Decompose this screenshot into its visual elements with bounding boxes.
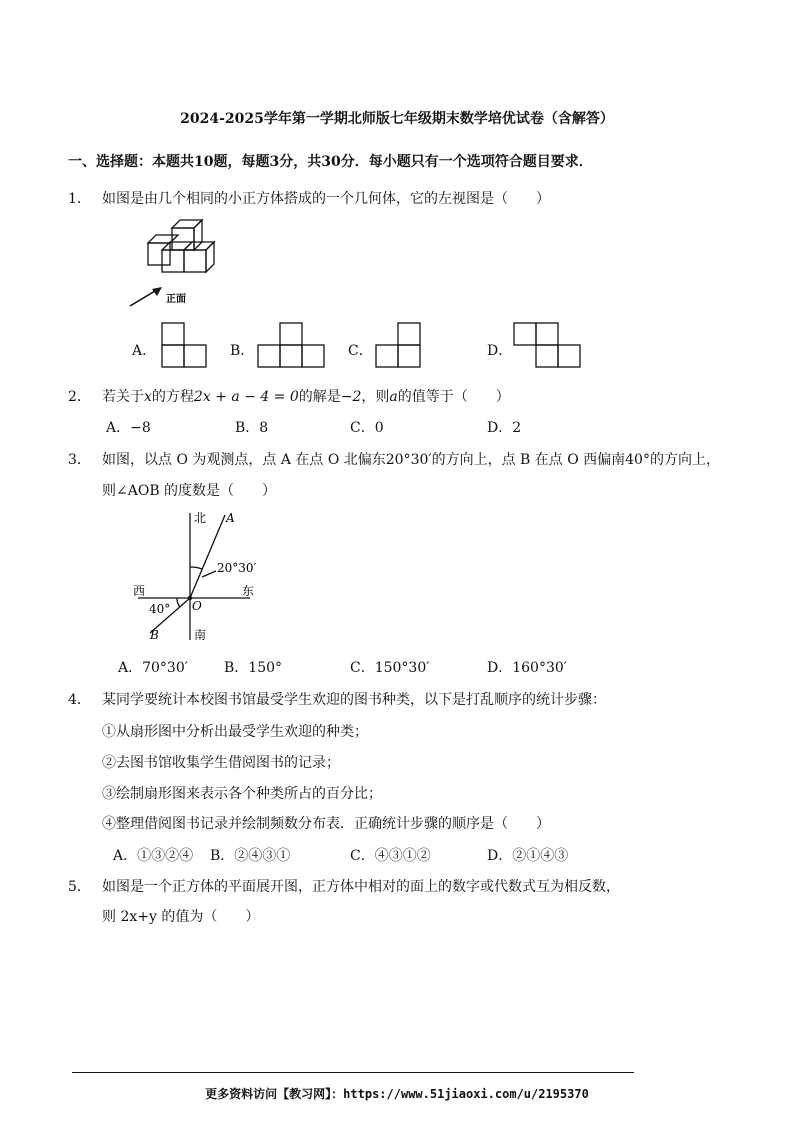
equation: 2x + a − 4 = 0 <box>193 389 299 405</box>
q1-cube-figure <box>122 210 232 310</box>
angle-label-1: 20°30′ <box>217 561 257 575</box>
q1-option-b-figure <box>256 320 330 372</box>
point-o-label: O <box>192 599 202 613</box>
question-number: 5． <box>68 879 91 895</box>
footer-link[interactable]: 更多资料访问【教习网】：https://www.51jiaoxi.com/u/2195370 <box>205 1087 589 1101</box>
q4-step-1: ①从扇形图中分析出最受学生欢迎的种类； <box>102 724 368 740</box>
question-text: 如图，以点 O 为观测点，点 A 在点 O 北偏东20°30′的方向上，点 B 在点 O 西偏南40°的方向上， <box>102 452 720 468</box>
q1-option-d-figure <box>512 320 588 372</box>
q3-option-b[interactable]: B．150° <box>224 660 283 676</box>
east-label: 东 <box>242 584 255 598</box>
question-3-line1 <box>68 449 720 469</box>
q4-option-b[interactable]: B．②④③① <box>210 848 291 864</box>
front-label: 正面 <box>166 294 186 305</box>
question-number: 1． <box>68 191 91 207</box>
question-text: 若关于 <box>102 389 144 405</box>
q2-option-a[interactable]: A．−8 <box>106 420 151 436</box>
q1-option-a-label[interactable]: A． <box>132 343 157 359</box>
variable-a: a <box>389 389 398 405</box>
q3-option-d[interactable]: D．160°30′ <box>487 660 567 676</box>
q1-option-d-label[interactable]: D． <box>487 343 513 359</box>
q2-option-b[interactable]: B．8 <box>235 420 269 436</box>
page-title: 2024-2025学年第一学期北师版七年级期末数学培优试卷（含解答） <box>180 111 614 127</box>
q4-step-2: ②去图书馆收集学生借阅图书的记录； <box>102 755 340 771</box>
q1-option-a-figure <box>160 320 210 372</box>
q1-option-b-label[interactable]: B． <box>230 343 255 359</box>
q1-option-c-label[interactable]: C． <box>348 343 373 359</box>
q3-direction-figure <box>128 505 268 645</box>
q4-option-a[interactable]: A．①③②④ <box>113 848 194 864</box>
north-label: 北 <box>194 511 207 525</box>
question-1 <box>68 188 550 208</box>
q2-option-d[interactable]: D．2 <box>487 420 522 436</box>
q4-step-3: ③绘制扇形图来表示各个种类所占的百分比； <box>102 786 382 802</box>
question-4 <box>68 689 606 709</box>
point-a-label: A <box>226 511 235 525</box>
solution-value: −2 <box>340 389 362 405</box>
question-text: ，则 <box>361 389 390 405</box>
question-text: 如图是一个正方体的平面展开图，正方体中相对的面上的数字或代数式互为相反数， <box>102 879 620 895</box>
point-b-label: B <box>150 628 159 642</box>
question-number: 3． <box>68 452 91 468</box>
footer-divider <box>72 1072 634 1073</box>
south-label: 南 <box>194 628 207 642</box>
question-5-line2: 则 2x+y 的值为（ ） <box>102 909 260 925</box>
q3-option-a[interactable]: A．70°30′ <box>118 660 188 676</box>
question-text: 如图是由几个相同的小正方体搭成的一个几何体，它的左视图是（ ） <box>102 191 550 207</box>
question-5-line1 <box>68 876 620 896</box>
q1-option-c-figure <box>372 320 424 372</box>
q3-option-c[interactable]: C．150°30′ <box>350 660 430 676</box>
section-heading: 一、选择题：本题共10题，每题3分，共30分．每小题只有一个选项符合题目要求． <box>68 154 593 170</box>
question-3-line2: 则∠AOB 的度数是（ ） <box>102 483 277 499</box>
question-number: 2． <box>68 389 91 405</box>
q4-option-c[interactable]: C．④③①② <box>350 848 431 864</box>
q4-option-d[interactable]: D．②①④③ <box>487 848 569 864</box>
question-2 <box>68 386 510 406</box>
question-text: 的值等于（ ） <box>397 389 510 405</box>
question-number: 4． <box>68 692 91 708</box>
question-text: 的方程 <box>151 389 194 405</box>
q4-step-4: ④整理借阅图书记录并绘制频数分布表．正确统计步骤的顺序是（ ） <box>102 816 550 832</box>
west-label: 西 <box>133 584 146 598</box>
question-text: 某同学要统计本校图书馆最受学生欢迎的图书种类，以下是打乱顺序的统计步骤： <box>102 692 606 708</box>
variable-x: x <box>144 389 152 405</box>
angle-label-2: 40° <box>149 602 171 616</box>
q2-option-c[interactable]: C．0 <box>350 420 384 436</box>
question-text: 的解是 <box>298 389 341 405</box>
